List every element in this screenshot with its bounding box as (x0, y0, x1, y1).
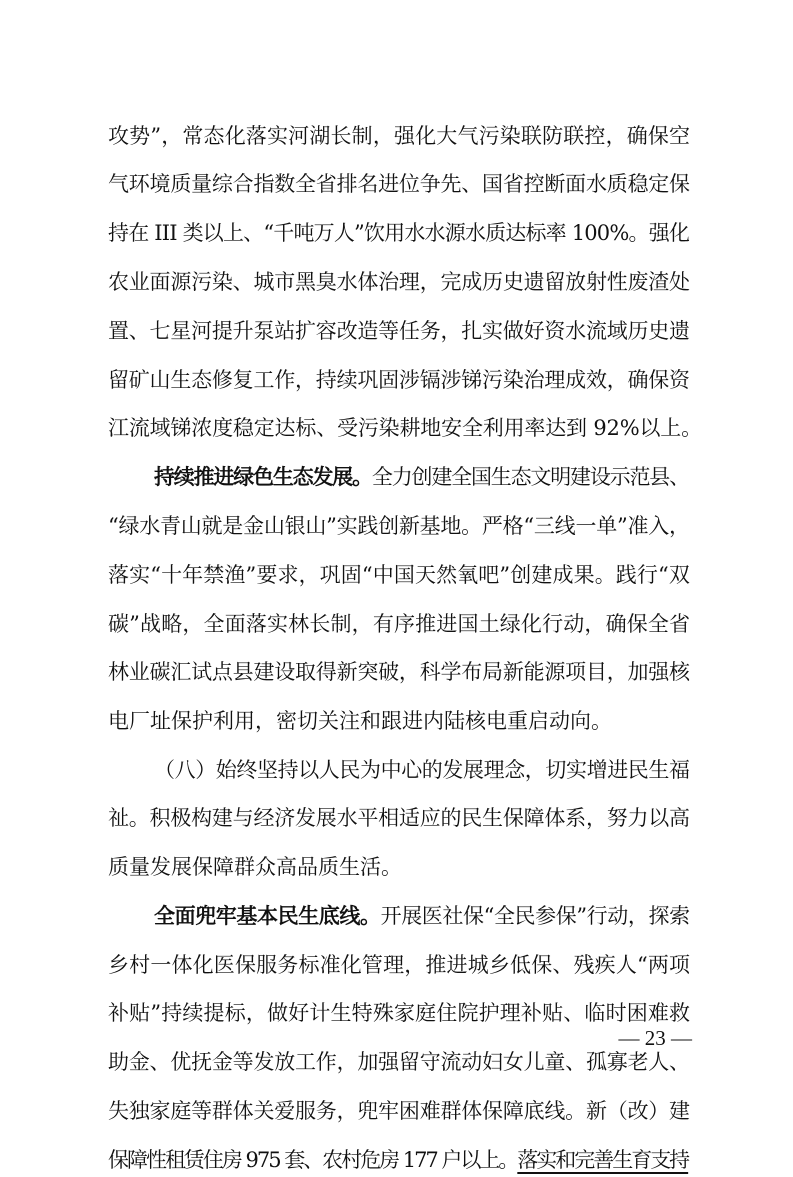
text-line (0, 460, 793, 494)
line-text: 林业碳汇试点县建设取得新突破，科学布局新能源项目，加强核 (108, 660, 690, 684)
page-number: — 23 — (618, 1026, 692, 1050)
line-text: 留矿山生态修复工作，持续巩固涉镉涉锑污染治理成效，确保资 (108, 368, 690, 392)
line-text: 助金、优抚金等发放工作，加强留守流动妇女儿童、孤寡老人、 (108, 1050, 690, 1074)
text-line (0, 1143, 793, 1177)
text-line (0, 411, 793, 445)
text-line (0, 850, 793, 884)
text-line (0, 167, 793, 201)
text-line (0, 216, 793, 250)
bold-heading: 全面兜牢基本民生底线。 (154, 903, 381, 928)
text-line (0, 607, 793, 641)
line-text: “绿水青山就是金山银山”实践创新基地。严格“三线一单”准入， (108, 514, 690, 538)
line-text: 落实“十年禁渔”要求，巩固“中国天然氧吧”创建成果。践行“双 (108, 563, 690, 587)
text-line (0, 899, 793, 933)
line-text: 保障性租赁住房 975 套、农村危房 177 户以上。落实和完善生育支持 (108, 1148, 689, 1172)
bold-heading: 持续推进绿色生态发展。 (154, 464, 372, 489)
line-text: 气环境质量综合指数全省排名进位争先、国省控断面水质稳定保 (108, 172, 690, 196)
underlined-text: 落实和完善生育支持 (517, 1148, 689, 1172)
text-line (0, 119, 793, 153)
line-text: 持在 III 类以上、“千吨万人”饮用水水源水质达标率 100%。强化 (108, 221, 690, 245)
line-text: 攻势”，常态化落实河湖长制，强化大气污染联防联控，确保空 (108, 124, 691, 148)
text-line (0, 265, 793, 299)
line-text: 持续推进绿色生态发展。全力创建全国生态文明建设示范县、 (154, 464, 689, 489)
line-text: 碳”战略，全面落实林长制，有序推进国土绿化行动，确保全省 (108, 612, 691, 636)
line-text: 江流域锑浓度稳定达标、受污染耕地安全利用率达到 92%以上。 (108, 416, 702, 440)
text-line (0, 948, 793, 982)
line-text: 祉。积极构建与经济发展水平相适应的民生保障体系，努力以高 (108, 806, 690, 830)
text-line (0, 1094, 793, 1128)
text-line (0, 558, 793, 592)
text-line (0, 314, 793, 348)
line-text: 全面兜牢基本民生底线。开展医社保“全民参保”行动，探索 (154, 903, 690, 928)
text-line (0, 801, 793, 835)
line-text: 补贴”持续提标，做好计生特殊家庭住院护理补贴、临时困难救 (108, 1001, 691, 1025)
line-text: 农业面源污染、城市黑臭水体治理，完成历史遗留放射性废渣处 (108, 270, 690, 294)
text-line (0, 363, 793, 397)
line-text: 电厂址保护利用，密切关注和跟进内陆核电重启动向。 (108, 709, 612, 733)
line-text: 质量发展保障群众高品质生活。 (108, 855, 402, 879)
text-line (0, 655, 793, 689)
line-text: 失独家庭等群体关爱服务，兜牢困难群体保障底线。新（改）建 (108, 1099, 690, 1123)
line-text: 置、七星河提升泵站扩容改造等任务，扎实做好资水流域历史遗 (108, 319, 690, 343)
text-line (0, 753, 793, 787)
line-text: 乡村一体化医保服务标准化管理，推进城乡低保、残疾人“两项 (108, 953, 691, 977)
line-text: （八）始终坚持以人民为中心的发展理念，切实增进民生福 (154, 758, 690, 782)
text-line (0, 704, 793, 738)
text-line (0, 509, 793, 543)
